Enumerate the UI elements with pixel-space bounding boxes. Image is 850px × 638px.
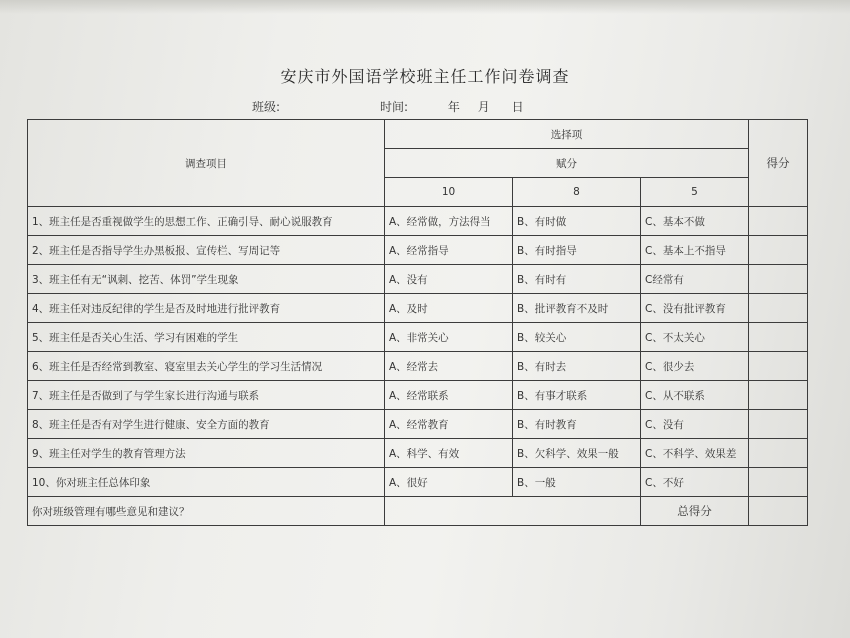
option-c[interactable]: C、从不联系 bbox=[641, 381, 749, 410]
table-row bbox=[28, 352, 808, 381]
option-a[interactable]: A、很好 bbox=[385, 468, 513, 497]
table-row bbox=[28, 381, 808, 410]
option-a[interactable]: A、没有 bbox=[385, 265, 513, 294]
question-10: 10、你对班主任总体印象 bbox=[28, 468, 385, 497]
option-b[interactable]: B、有时去 bbox=[513, 352, 641, 381]
suggestion-prompt: 你对班级管理有哪些意见和建议？ bbox=[28, 497, 385, 526]
score-cell[interactable] bbox=[749, 236, 808, 265]
question-9: 9、班主任对学生的教育管理方法 bbox=[28, 439, 385, 468]
score-cell[interactable] bbox=[749, 294, 808, 323]
question-4: 4、班主任对违反纪律的学生是否及时地进行批评教育 bbox=[28, 294, 385, 323]
header-points-5: 5 bbox=[641, 178, 749, 207]
question-2: 2、班主任是否指导学生办黑板报、宣传栏、写周记等 bbox=[28, 236, 385, 265]
option-a[interactable]: A、非常关心 bbox=[385, 323, 513, 352]
page-title: 安庆市外国语学校班主任工作问卷调查 bbox=[280, 67, 570, 86]
table-row bbox=[28, 439, 808, 468]
header-points: 赋分 bbox=[385, 149, 749, 178]
option-b[interactable]: B、欠科学、效果一般 bbox=[513, 439, 641, 468]
score-cell[interactable] bbox=[749, 207, 808, 236]
time-label: 时间: bbox=[380, 100, 409, 114]
class-label: 班级: bbox=[252, 100, 281, 114]
table-row bbox=[28, 468, 808, 497]
time-field bbox=[380, 98, 546, 115]
score-cell[interactable] bbox=[749, 439, 808, 468]
option-a[interactable]: A、经常做，方法得当 bbox=[385, 207, 513, 236]
header-points-10: 10 bbox=[385, 178, 513, 207]
total-score-label: 总得分 bbox=[641, 497, 749, 526]
score-cell[interactable] bbox=[749, 323, 808, 352]
header-item: 调查项目 bbox=[28, 120, 385, 207]
option-b[interactable]: B、有事才联系 bbox=[513, 381, 641, 410]
suggestion-answer-area[interactable] bbox=[385, 497, 641, 526]
question-1: 1、班主任是否重视做学生的思想工作、正确引导、耐心说服教育 bbox=[28, 207, 385, 236]
table-row bbox=[28, 236, 808, 265]
option-c[interactable]: C经常有 bbox=[641, 265, 749, 294]
question-6: 6、班主任是否经常到教室、寝室里去关心学生的学习生活情况 bbox=[28, 352, 385, 381]
option-c[interactable]: C、不好 bbox=[641, 468, 749, 497]
option-b[interactable]: B、有时指导 bbox=[513, 236, 641, 265]
question-8: 8、班主任是否有对学生进行健康、安全方面的教育 bbox=[28, 410, 385, 439]
question-3: 3、班主任有无“讽刺、挖苦、体罚”学生现象 bbox=[28, 265, 385, 294]
score-cell[interactable] bbox=[749, 410, 808, 439]
option-c[interactable]: C、不太关心 bbox=[641, 323, 749, 352]
class-field bbox=[252, 98, 302, 115]
option-b[interactable]: B、批评教育不及时 bbox=[513, 294, 641, 323]
header-score: 得分 bbox=[749, 120, 808, 207]
option-c[interactable]: C、不科学、效果差 bbox=[641, 439, 749, 468]
paper-top-edge bbox=[0, 0, 850, 14]
option-a[interactable]: A、经常指导 bbox=[385, 236, 513, 265]
option-c[interactable]: C、没有批评教育 bbox=[641, 294, 749, 323]
option-a[interactable]: A、经常去 bbox=[385, 352, 513, 381]
option-b[interactable]: B、有时做 bbox=[513, 207, 641, 236]
year-label: 年 bbox=[447, 100, 460, 114]
option-b[interactable]: B、有时有 bbox=[513, 265, 641, 294]
header-choice: 选择项 bbox=[385, 120, 749, 149]
question-7: 7、班主任是否做到了与学生家长进行沟通与联系 bbox=[28, 381, 385, 410]
option-c[interactable]: C、没有 bbox=[641, 410, 749, 439]
option-a[interactable]: A、科学、有效 bbox=[385, 439, 513, 468]
option-c[interactable]: C、基本上不指导 bbox=[641, 236, 749, 265]
score-cell[interactable] bbox=[749, 381, 808, 410]
question-5: 5、班主任是否关心生活、学习有困难的学生 bbox=[28, 323, 385, 352]
option-a[interactable]: A、经常教育 bbox=[385, 410, 513, 439]
score-cell[interactable] bbox=[749, 468, 808, 497]
score-cell[interactable] bbox=[749, 265, 808, 294]
option-b[interactable]: B、一般 bbox=[513, 468, 641, 497]
table-row bbox=[28, 410, 808, 439]
table-row bbox=[28, 323, 808, 352]
month-label: 月 bbox=[477, 100, 490, 114]
header-points-8: 8 bbox=[513, 178, 641, 207]
survey-table bbox=[27, 119, 808, 526]
option-c[interactable]: C、很少去 bbox=[641, 352, 749, 381]
score-cell[interactable] bbox=[749, 352, 808, 381]
option-b[interactable]: B、较关心 bbox=[513, 323, 641, 352]
option-b[interactable]: B、有时教育 bbox=[513, 410, 641, 439]
table-row bbox=[28, 294, 808, 323]
table-row bbox=[28, 265, 808, 294]
option-a[interactable]: A、及时 bbox=[385, 294, 513, 323]
option-a[interactable]: A、经常联系 bbox=[385, 381, 513, 410]
total-score-cell[interactable] bbox=[749, 497, 808, 526]
option-c[interactable]: C、基本不做 bbox=[641, 207, 749, 236]
day-label: 日 bbox=[511, 100, 524, 114]
table-row bbox=[28, 207, 808, 236]
